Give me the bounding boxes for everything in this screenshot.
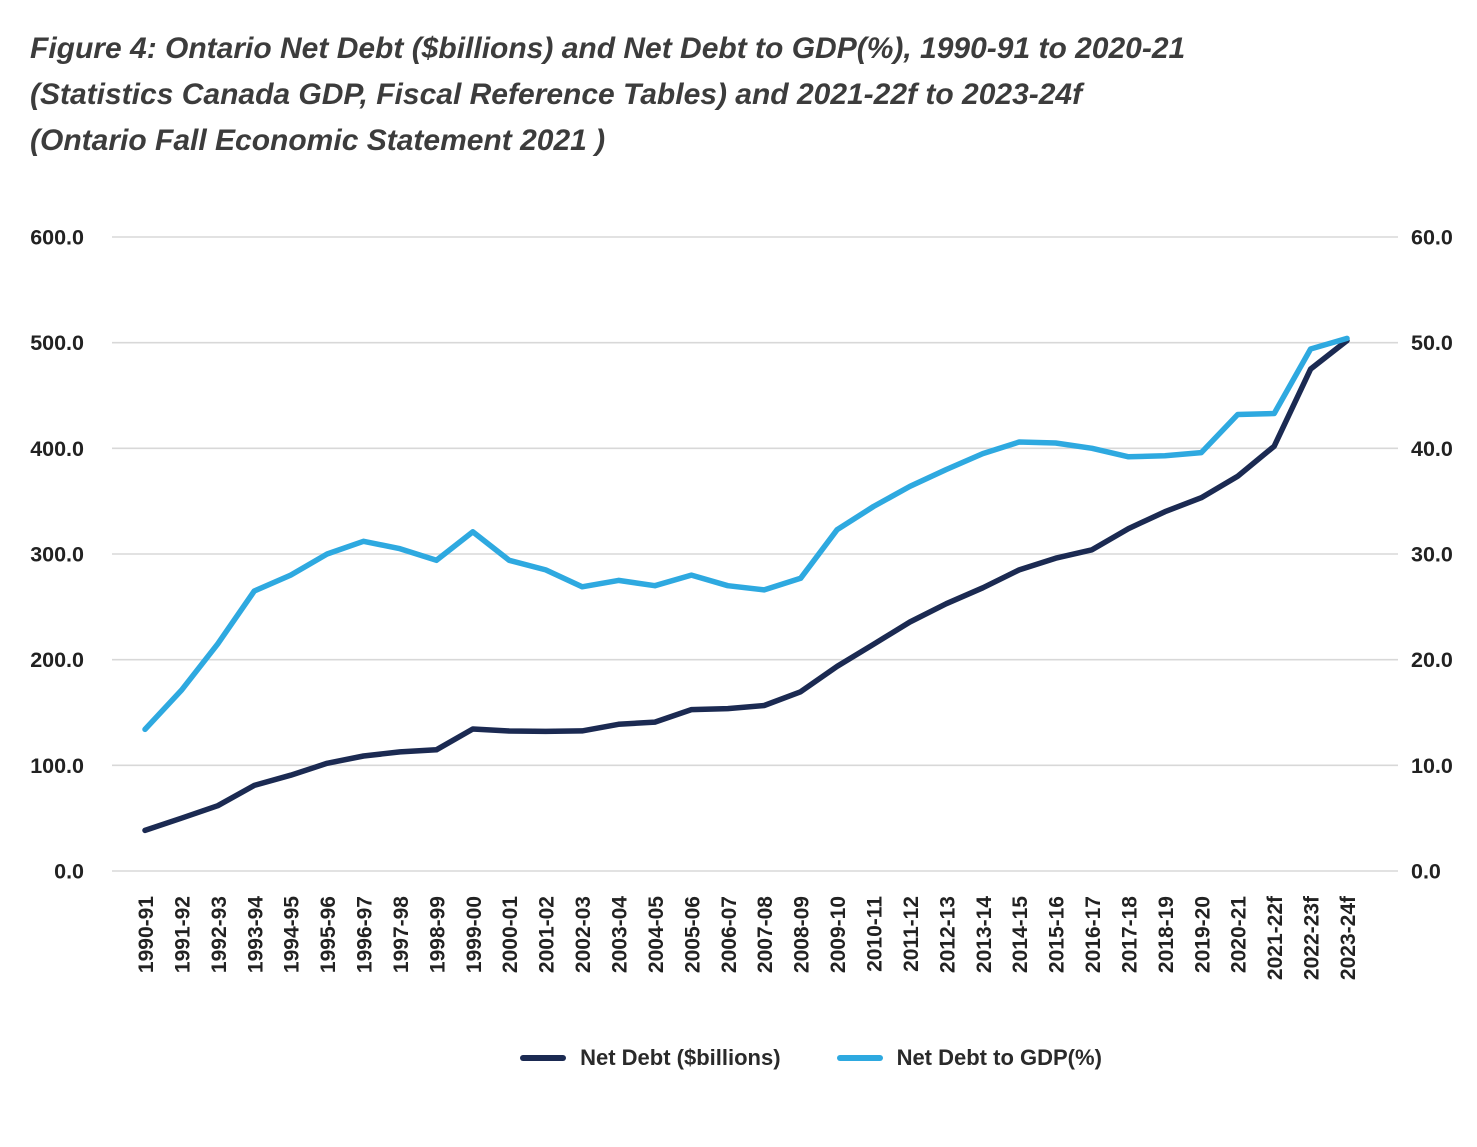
x-axis-label: 2022-23f [1300,896,1324,981]
x-axis-label: 1990-91 [135,896,158,974]
x-axis-label: 2023-24f [1337,896,1360,981]
left-axis-tick-label: 200.0 [30,648,84,673]
net-debt-line-swatch [520,1055,566,1061]
right-axis-tick-label: 10.0 [1411,753,1453,778]
x-axis-label: 2004-05 [644,896,668,974]
left-axis-tick-label: 600.0 [30,225,84,250]
x-axis-label: 2000-01 [499,896,523,974]
net-debt-to-gdp-legend-label: Net Debt to GDP(%) [896,1045,1102,1070]
right-axis-tick-label: 20.0 [1411,648,1453,673]
right-axis-tick-label: 30.0 [1411,542,1453,567]
net-debt-to-gdp-line-swatch [837,1055,883,1061]
x-axis-label: 2019-20 [1191,896,1215,974]
figure-title-line-1: Figure 4: Ontario Net Debt ($billions) and Net Debt to GDP(%), 1990-91 to 2020-21 [30,32,1186,65]
x-axis-label: 2015-16 [1045,896,1069,974]
x-axis-label: 2013-14 [972,896,996,974]
left-axis-tick-label: 0.0 [54,859,84,884]
x-axis-label: 2021-22f [1264,896,1288,981]
right-axis-tick-label: 0.0 [1411,859,1441,884]
x-axis-label: 1998-99 [426,896,450,974]
chart-legend [0,1036,1477,1080]
x-axis-label: 1997-98 [389,896,413,974]
x-axis-label: 2014-15 [1009,896,1033,974]
x-axis-label: 2011-12 [899,896,923,972]
x-axis-label: 1999-00 [462,896,486,974]
x-axis-label: 2010-11 [863,896,887,972]
left-axis-tick-label: 400.0 [30,436,84,461]
left-axis-tick-label: 100.0 [30,753,84,778]
right-axis-tick-label: 40.0 [1411,436,1453,461]
net-debt-legend-label: Net Debt ($billions) [580,1045,781,1070]
x-axis-label: 1995-96 [317,896,341,974]
right-axis-tick-label: 60.0 [1411,225,1453,250]
x-axis-label: 2001-02 [535,896,559,974]
x-axis-label: 2016-17 [1082,896,1106,974]
x-axis-label: 2012-13 [936,895,960,974]
x-axis-label: 2006-07 [717,896,741,974]
x-axis-label: 2002-03 [572,896,596,974]
x-axis-label: 2003-04 [608,896,632,974]
left-axis-tick-label: 300.0 [30,542,84,567]
x-axis-label: 2005-06 [681,896,705,974]
x-axis-label: 1991-92 [171,896,195,974]
legend-item-net-debt [520,1045,780,1071]
x-axis-label: 2008-09 [790,896,814,974]
net-debt-to-gdp-line [145,338,1347,729]
x-axis-label: 1993-94 [244,896,268,974]
x-axis-label: 1992-93 [207,896,231,974]
x-axis-label: 2009-10 [827,896,851,974]
figure-title-line-2: (Statistics Canada GDP, Fiscal Reference Tables) and 2021-22f to 2023-24f [30,78,1083,111]
x-axis-label: 1994-95 [280,896,304,974]
legend-item-net-debt-to-gdp [837,1045,1102,1071]
x-axis-label: 2018-19 [1154,896,1178,974]
x-axis-label: 1996-97 [353,896,377,974]
right-axis-tick-label: 50.0 [1411,331,1453,356]
x-axis-label: 2017-18 [1118,896,1142,974]
x-axis-label: 2007-08 [754,896,778,974]
left-axis-tick-label: 500.0 [30,331,84,356]
x-axis-label: 2020-21 [1227,896,1251,974]
figure-title-line-3: (Ontario Fall Economic Statement 2021 ) [30,124,606,157]
